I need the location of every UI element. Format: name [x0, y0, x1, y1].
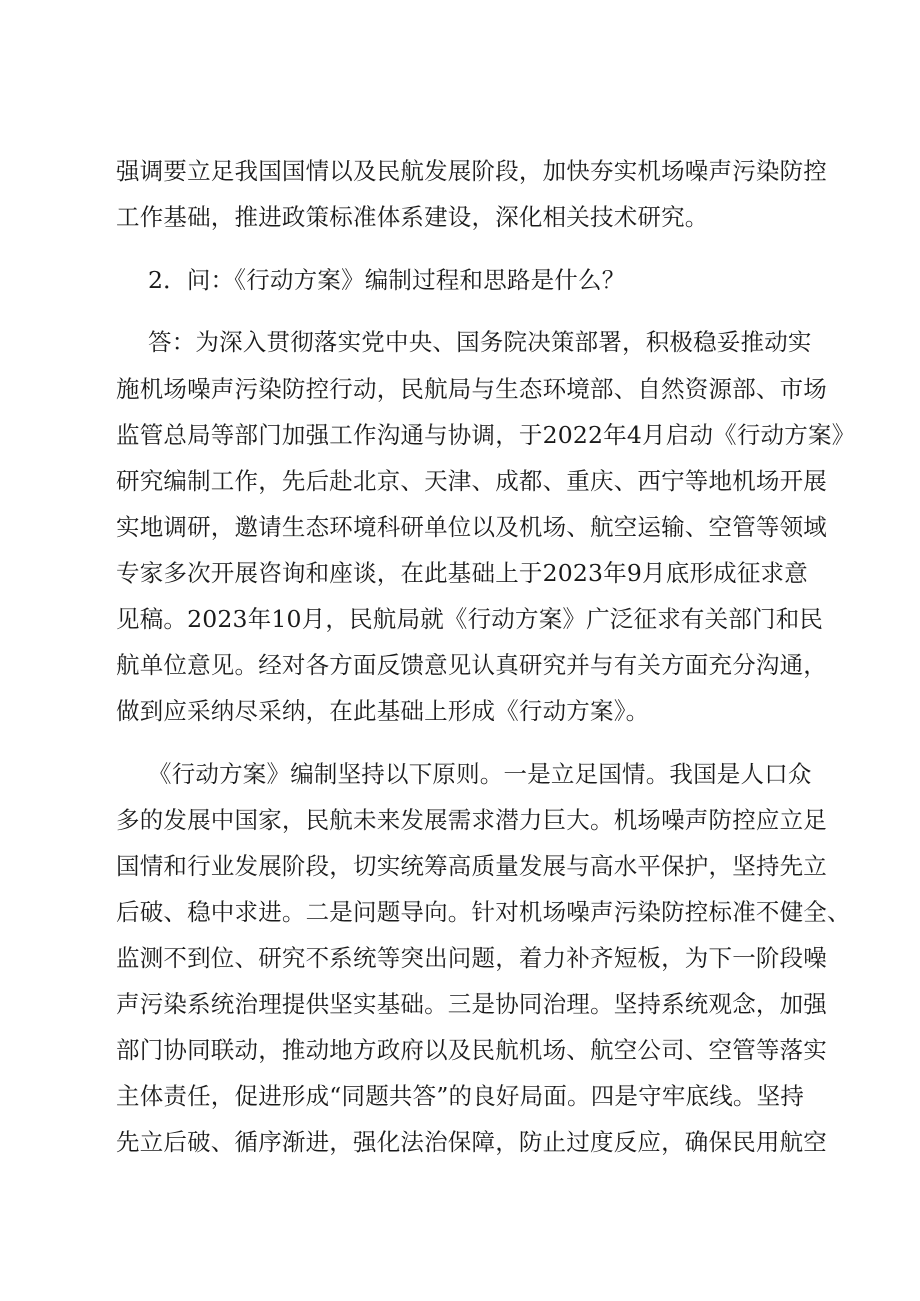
- question-heading: 2．问：《行动方案》编制过程和思路是什么？: [148, 266, 626, 294]
- text-line: 声污染系统治理提供坚实基础。三是协同治理。坚持系统观念，加强: [116, 990, 827, 1018]
- text-line: 工作基础，推进政策标准体系建设，深化相关技术研究。: [116, 203, 709, 231]
- text-line: 专家多次开展咨询和座谈，在此基础上于2023年9月底形成征求意: [116, 559, 808, 587]
- text-line: 监测不到位、研究不系统等突出问题，着力补齐短板，为下一阶段噪: [116, 944, 827, 972]
- text-line: 做到应采纳尽采纳，在此基础上形成《行动方案》。: [116, 697, 650, 725]
- text-line: 航单位意见。经对各方面反馈意见认真研究并与有关方面充分沟通，: [116, 651, 827, 679]
- text-line: 强调要立足我国国情以及民航发展阶段，加快夯实机场噪声污染防控: [116, 157, 827, 185]
- text-line: 《行动方案》编制坚持以下原则。一是立足国情。我国是人口众: [148, 760, 812, 788]
- text-line: 国情和行业发展阶段，切实统筹高质量发展与高水平保护，坚持先立: [116, 852, 827, 880]
- text-line: 先立后破、循序渐进，强化法治保障，防止过度反应，确保民用航空: [116, 1128, 827, 1156]
- text-line: 部门协同联动，推动地方政府以及民航机场、航空公司、空管等落实: [116, 1036, 827, 1064]
- text-line: 多的发展中国家，民航未来发展需求潜力巨大。机场噪声防控应立足: [116, 806, 827, 834]
- text-line: 实地调研，邀请生态环境科研单位以及机场、航空运输、空管等领域: [116, 513, 827, 541]
- text-line: 后破、稳中求进。二是问题导向。针对机场噪声污染防控标准不健全、: [116, 898, 851, 926]
- text-line: 施机场噪声污染防控行动，民航局与生态环境部、自然资源部、市场: [116, 375, 827, 403]
- text-line: 监管总局等部门加强工作沟通与协调，于2022年4月启动《行动方案》: [116, 421, 856, 449]
- text-line: 主体责任，促进形成“同题共答”的良好局面。四是守牢底线。坚持: [116, 1082, 805, 1110]
- text-line: 见稿。2023年10月，民航局就《行动方案》广泛征求有关部门和民: [116, 605, 824, 633]
- text-line: 研究编制工作，先后赴北京、天津、成都、重庆、西宁等地机场开展: [116, 467, 827, 495]
- text-line: 答：为深入贯彻落实党中央、国务院决策部署，积极稳妥推动实: [148, 328, 812, 356]
